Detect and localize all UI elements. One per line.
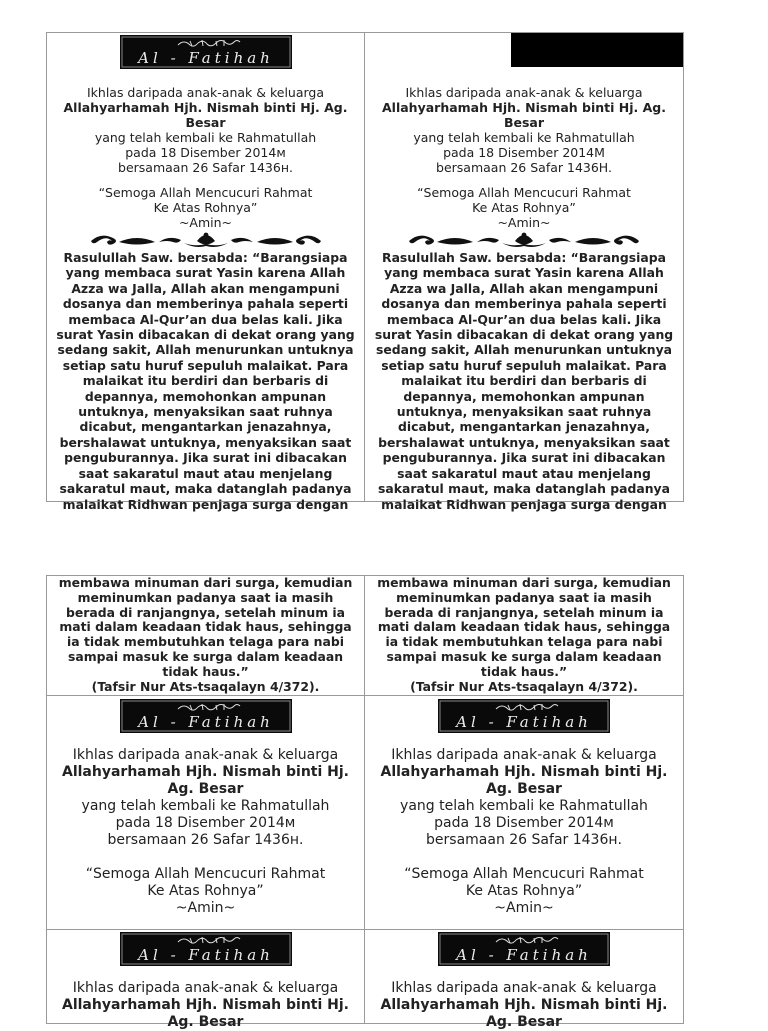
card-bottom-left [46, 930, 365, 1030]
card-row-1 [46, 696, 686, 930]
prayer-line2: Ke Atas Rohnya” [153, 200, 258, 215]
continuation-line: membawa minuman dari surga, kemudian [377, 575, 671, 590]
hadith-line: malaikat itu berdiri dan berbaris di [82, 373, 329, 389]
name-line2: Ag. Besar [167, 1014, 244, 1030]
name-line2: Ag. Besar [486, 1014, 562, 1030]
name-line2: Besar [503, 115, 545, 130]
ornament-divider-icon [89, 232, 323, 250]
prayer-line1: “Semoga Allah Mencucuri Rahmat [98, 185, 313, 200]
continuation-line: meminumkan padanya saat ia masih [77, 589, 334, 605]
continuation-line: tidak haus.” [480, 663, 568, 679]
returned-text: yang telah kembali ke Rahmatullah [81, 798, 330, 814]
continuation-line: sampai masuk ke surga dalam keadaan [386, 648, 662, 664]
date-text: pada 18 Disember 2014м [115, 815, 296, 831]
prayer-line2: Ke Atas Rohnya” [472, 200, 576, 215]
hadith-line: setiap satu huruf sepuluh malaikat. Para [62, 357, 349, 373]
hadith-line: Rasulullah Saw. bersabda: “Barangsiapa [63, 250, 348, 265]
from-text: Ikhlas daripada anak-anak & keluarga [72, 980, 339, 996]
hadith-continuation [368, 576, 680, 694]
hadith-line: yang membaca surat Yasin karena Allah [65, 265, 346, 281]
card-top-right [365, 32, 684, 512]
hadith-line: sakaratul maut, maka datanglah padanya [59, 481, 352, 497]
hadith-line: untuknya, menyaksikan saat ruhnya [396, 404, 652, 420]
from-text: Ikhlas daripada anak-anak & keluarga [391, 747, 657, 763]
continuation-line: mati dalam keadaan tidak haus, sehingga [59, 619, 352, 635]
card-bottom-right [365, 930, 684, 1030]
continuation-line: tidak haus.” [162, 663, 249, 679]
hadith-line: Azza wa Jalla, Allah akan mengampuni [71, 280, 340, 296]
hadith-line: sedang sakit, Allah menurunkan untuknya [57, 342, 354, 358]
hadith-line: sakaratul maut, maka datanglah padanya [377, 481, 670, 497]
continuation-line: berada di ranjangnya, setelah minum ia [384, 604, 664, 620]
returned-text: yang telah kembali ke Rahmatullah [400, 798, 648, 814]
name-line2: Ag. Besar [167, 781, 244, 797]
name-line2: Ag. Besar [486, 781, 562, 797]
hadith-continuation [50, 576, 361, 694]
name-line1: Allahyarhamah Hjh. Nismah binti Hj. [380, 997, 668, 1013]
hadith-line: dicabut, mengantarkan jenazahnya, [79, 419, 332, 435]
hijri-text: bersamaan 26 Safar 1436н. [107, 832, 304, 848]
card-cont-left [46, 575, 365, 696]
amin-text: ~Amin~ [497, 215, 551, 230]
hadith-line: dosanya dan memberinya pahala seperti [381, 296, 667, 312]
continuation-line: meminumkan padanya saat ia masih [396, 589, 652, 605]
name-line1: Allahyarhamah Hjh. Nismah binti Hj. [62, 997, 349, 1013]
prayer-line1: “Semoga Allah Mencucuri Rahmat [417, 185, 631, 200]
hadith-line: depannya, memohonkan ampunan [84, 388, 327, 404]
card-top-left [46, 32, 365, 512]
date-text: pada 18 Disember 2014M [443, 145, 605, 160]
date-text: pada 18 Disember 2014м [125, 145, 286, 160]
card-cont-right [365, 575, 684, 696]
hadith-line: malaikat itu berdiri dan berbaris di [401, 373, 647, 389]
hadith-source: (Tafsir Nur Ats-tsaqalayn 4/372). [410, 678, 638, 694]
continuation-line: ia tidak membutuhkan telaga para nabi [385, 634, 663, 650]
hadith-line: saat sakaratul maut atau menjelang [78, 465, 333, 481]
name-line2: Besar [185, 115, 226, 130]
bottom-sheet [46, 575, 686, 1030]
continuation-row [46, 575, 686, 696]
continuation-line: sampai masuk ke surga dalam keadaan [67, 648, 344, 664]
card-row-2 [46, 930, 686, 1030]
amin-text: ~Amin~ [494, 900, 554, 916]
al-fatihah-banner-icon [438, 932, 610, 966]
continuation-line: berada di ranjangnya, setelah minum ia [65, 604, 346, 620]
hadith-line: penguburannya. Jika surat ini dibacakan [382, 450, 666, 466]
hadith-line: surat Yasin dibacakan di dekat orang yang [374, 327, 674, 343]
hadith-body [368, 250, 680, 512]
hadith-line: membaca Al-Qur’an dua belas kali. Jika [68, 311, 343, 327]
hadith-line: surat Yasin dibacakan di dekat orang yang [56, 327, 355, 343]
from-text: Ikhlas daripada anak-anak & keluarga [405, 85, 643, 100]
hadith-source: (Tafsir Nur Ats-tsaqalayn 4/372). [91, 678, 320, 694]
hijri-text: bersamaan 26 Safar 1436H. [436, 160, 612, 175]
hadith-line: malaikat Ridhwan penjaga surga dengan [381, 496, 667, 512]
continuation-line: membawa minuman dari surga, kemudian [58, 575, 353, 590]
hadith-line: saat sakaratul maut atau menjelang [397, 465, 651, 481]
hadith-line: dosanya dan memberinya pahala seperti [62, 296, 349, 312]
al-fatihah-banner-icon [120, 699, 292, 733]
black-banner-block [511, 33, 683, 67]
hadith-line: Rasulullah Saw. bersabda: “Barangsiapa [382, 250, 666, 265]
continuation-line: ia tidak membutuhkan telaga para nabi [67, 634, 344, 650]
ornament-divider-icon [407, 232, 641, 250]
date-text: pada 18 Disember 2014м [434, 815, 614, 831]
al-fatihah-banner-icon [120, 35, 292, 69]
amin-text: ~Amin~ [178, 215, 233, 230]
hadith-line: yang membaca surat Yasin karena Allah [384, 265, 664, 281]
card-mid-right [365, 696, 684, 930]
prayer-line1: “Semoga Allah Mencucuri Rahmat [85, 866, 326, 882]
hadith-line: malaikat Ridhwan penjaga surga dengan [62, 496, 349, 512]
hadith-line: Azza wa Jalla, Allah akan mengampuni [389, 280, 659, 296]
card-mid-left [46, 696, 365, 930]
hadith-line: setiap satu huruf sepuluh malaikat. Para [381, 357, 667, 373]
returned-text: yang telah kembali ke Rahmatullah [94, 130, 317, 145]
hadith-line: bershalawat untuknya, menyaksikan saat [378, 434, 670, 450]
name-line1: Allahyarhamah Hjh. Nismah binti Hj. [62, 764, 349, 780]
name-line1: Allahyarhamah Hjh. Nismah binti Hj. Ag. [382, 100, 666, 115]
hadith-body [50, 250, 361, 512]
hadith-line: membaca Al-Qur’an dua belas kali. Jika [386, 311, 662, 327]
hadith-line: penguburannya. Jika surat ini dibacakan [64, 450, 347, 466]
al-fatihah-banner-icon [438, 699, 610, 733]
hijri-text: bersamaan 26 Safar 1436н. [426, 832, 622, 848]
from-text: Ikhlas daripada anak-anak & keluarga [391, 980, 657, 996]
amin-text: ~Amin~ [175, 900, 236, 916]
hadith-line: depannya, memohonkan ampunan [403, 388, 645, 404]
name-line1: Allahyarhamah Hjh. Nismah binti Hj. [380, 764, 668, 780]
hijri-text: bersamaan 26 Safar 1436н. [118, 160, 293, 175]
prayer-line2: Ke Atas Rohnya” [465, 883, 583, 899]
top-row [46, 32, 686, 512]
hadith-line: dicabut, mengantarkan jenazahnya, [398, 419, 650, 435]
continuation-line: mati dalam keadaan tidak haus, sehingga [377, 619, 671, 635]
returned-text: yang telah kembali ke Rahmatullah [413, 130, 635, 145]
from-text: Ikhlas daripada anak-anak & keluarga [72, 747, 339, 763]
top-sheet [46, 32, 686, 512]
hadith-line: untuknya, menyaksikan saat ruhnya [78, 404, 333, 420]
al-fatihah-banner-icon [120, 932, 292, 966]
name-line1: Allahyarhamah Hjh. Nismah binti Hj. Ag. [63, 100, 348, 115]
hadith-line: bershalawat untuknya, menyaksikan saat [59, 434, 352, 450]
prayer-line1: “Semoga Allah Mencucuri Rahmat [404, 866, 644, 882]
hadith-line: sedang sakit, Allah menurunkan untuknya [375, 342, 673, 358]
prayer-line2: Ke Atas Rohnya” [147, 883, 264, 899]
from-text: Ikhlas daripada anak-anak & keluarga [86, 85, 325, 100]
